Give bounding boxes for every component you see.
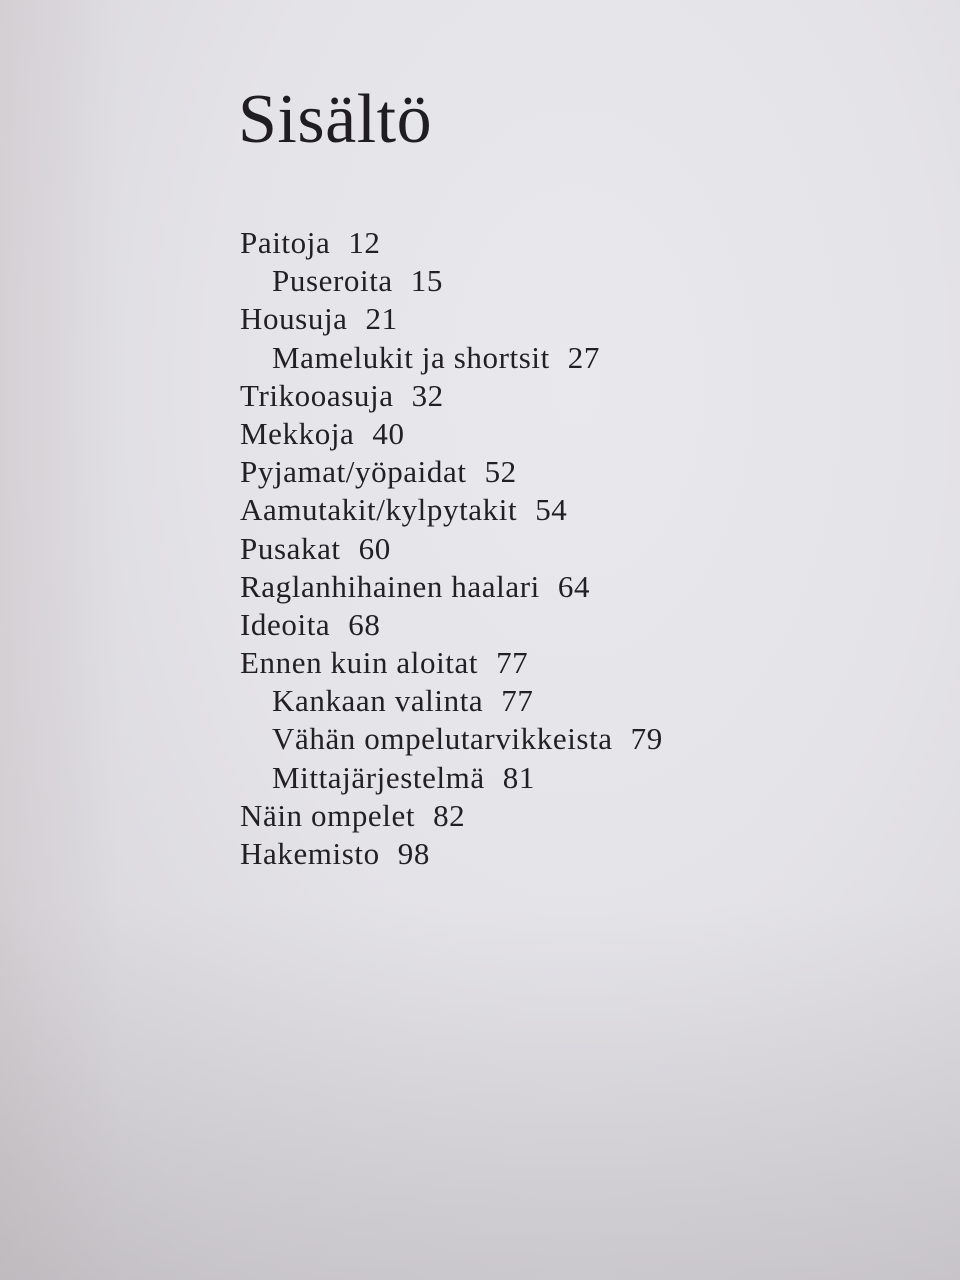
contents-page (238, 72, 878, 871)
toc-entry-label: Mamelukit ja shortsit (272, 339, 550, 375)
toc-entry (238, 759, 663, 797)
toc-entry (238, 339, 663, 377)
toc-entry-page-number: 15 (410, 263, 443, 299)
toc-entry-page-number: 60 (358, 530, 391, 566)
toc-entry-page-number: 64 (557, 568, 591, 604)
toc-entry-label: Kankaan valinta (272, 683, 484, 719)
toc-entry (238, 300, 663, 338)
toc-entry-page-number: 82 (433, 797, 466, 833)
toc-entry (238, 682, 663, 720)
toc-entry (238, 453, 663, 491)
toc-entry (238, 491, 663, 529)
toc-entry-page-number: 40 (372, 415, 405, 451)
toc-entry-label: Puseroita (272, 263, 393, 299)
toc-entry-label: Pusakat (240, 530, 341, 566)
toc-entry-label: Ideoita (240, 606, 331, 642)
toc-entry-label: Mittajärjestelmä (272, 759, 485, 795)
toc-entry (238, 262, 663, 300)
toc-entry-page-number: 32 (411, 377, 444, 413)
toc-entry-page-number: 68 (348, 606, 381, 642)
toc-entry-page-number: 79 (630, 721, 663, 757)
toc-entry (238, 415, 663, 453)
toc-entry-label: Paitoja (240, 225, 331, 260)
toc-entry (238, 568, 663, 606)
toc-entry-page-number: 52 (484, 454, 517, 490)
toc-entry (238, 720, 663, 758)
toc-entry-label: Vähän ompelutarvikkeista (272, 721, 613, 757)
toc-entry-page-number: 77 (496, 645, 529, 681)
toc-entry (238, 797, 663, 835)
toc-entry (238, 530, 663, 568)
page-title: Sisältö (238, 81, 433, 158)
toc-entry (238, 224, 663, 262)
toc-entry-page-number: 12 (348, 225, 381, 260)
toc-entry-page-number: 81 (502, 759, 535, 795)
toc-entry (238, 835, 663, 873)
page-shadow-bottom (0, 900, 960, 1280)
toc-entry-label: Raglanhihainen haalari (240, 568, 540, 604)
toc-entry-label: Trikooasuja (240, 377, 394, 413)
toc-entry (238, 377, 663, 415)
toc-entry-page-number: 54 (535, 492, 568, 528)
toc-entry-label: Pyjamat/yöpaidat (240, 454, 467, 490)
toc-entry-label: Näin ompelet (240, 797, 416, 833)
toc-entry-label: Housuja (240, 301, 348, 337)
toc-entry (238, 644, 663, 682)
toc-entry-label: Mekkoja (240, 415, 355, 451)
toc-entry-page-number: 77 (501, 683, 534, 719)
toc-entry-label: Aamutakit/kylpytakit (240, 492, 518, 528)
toc-entry-label: Ennen kuin aloitat (240, 645, 479, 681)
toc-entry-label: Hakemisto (240, 836, 380, 871)
toc-entry-page-number: 21 (365, 301, 398, 337)
toc-entry-page-number: 98 (397, 836, 430, 871)
page-shadow-left (0, 0, 120, 1280)
toc-entry-page-number: 27 (567, 339, 600, 375)
toc-entry (238, 606, 663, 644)
toc-list (238, 224, 663, 873)
